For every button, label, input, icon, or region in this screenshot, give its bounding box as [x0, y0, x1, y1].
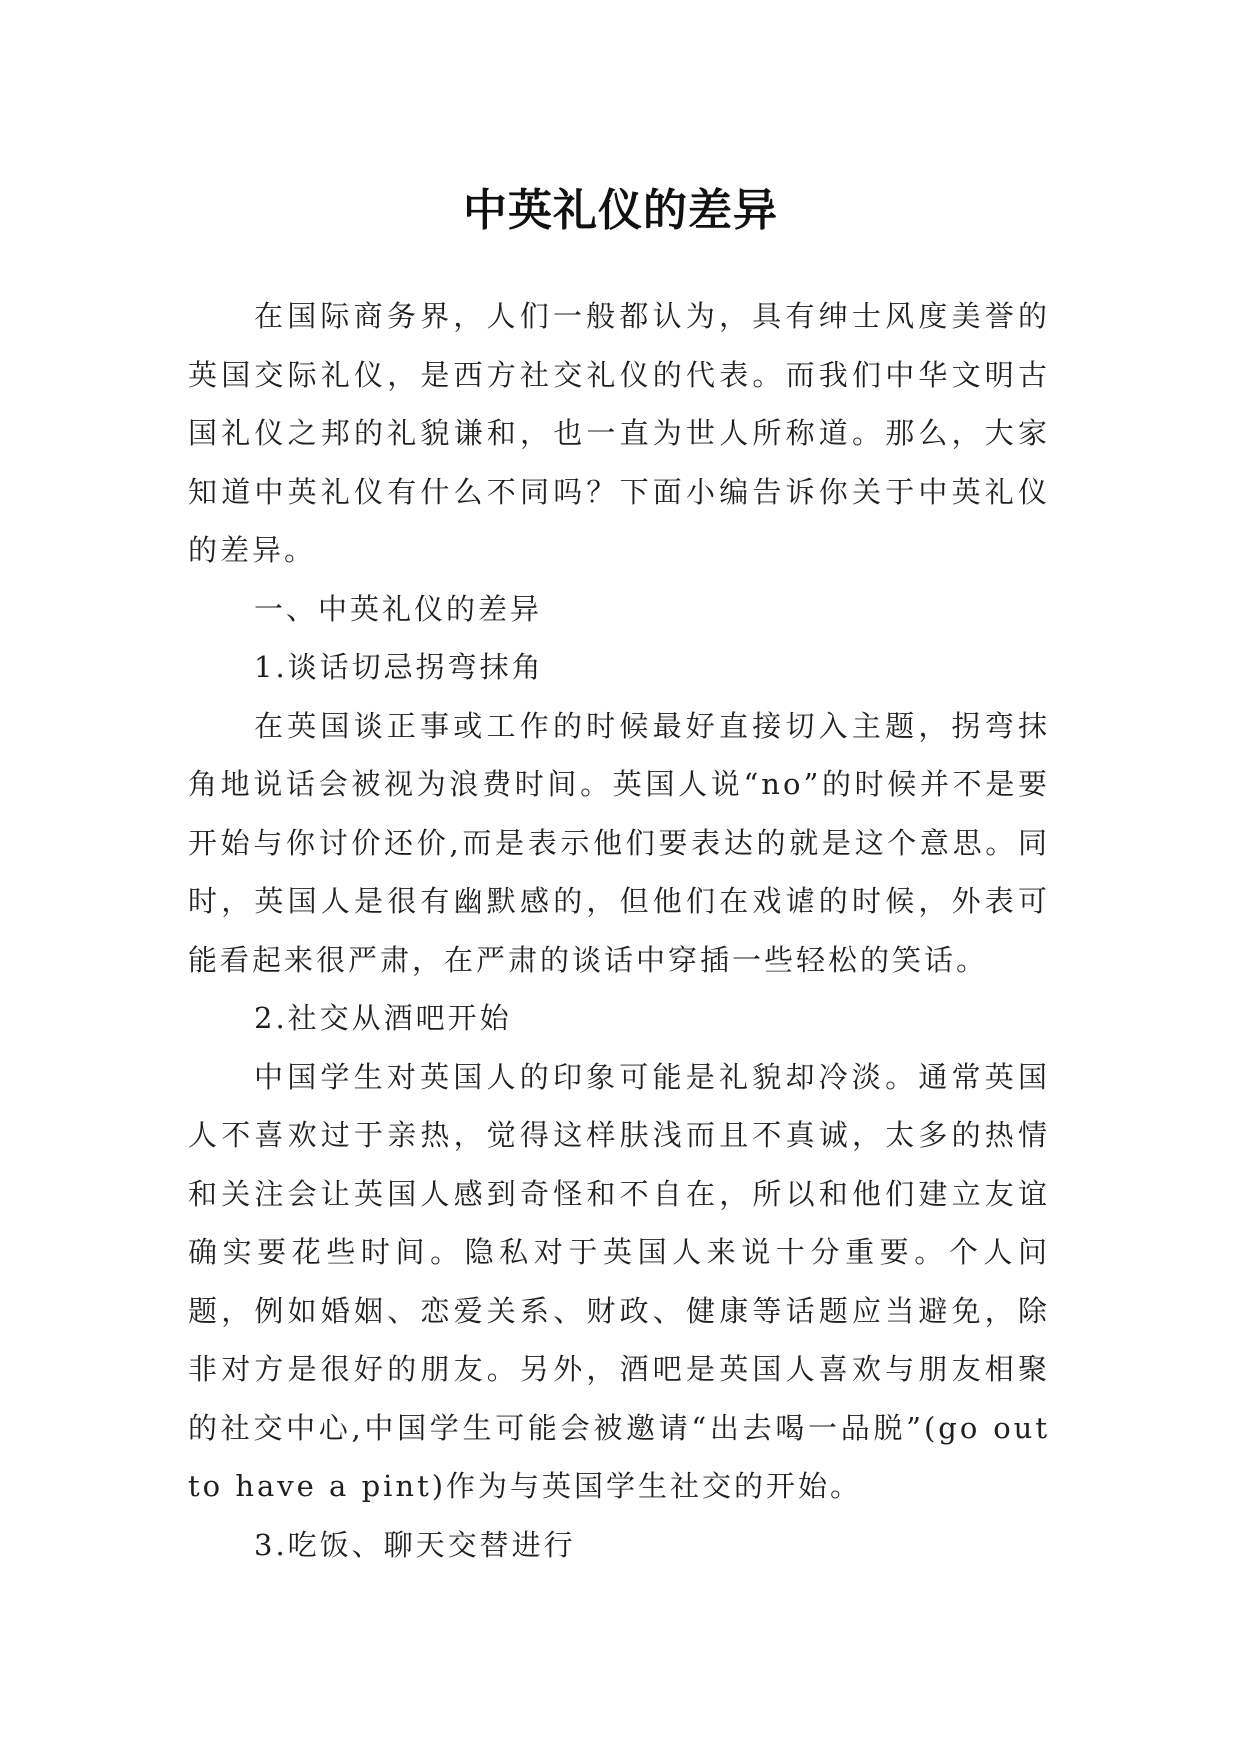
subsection-heading-2: 2.社交从酒吧开始	[254, 1001, 512, 1035]
section-heading: 一、中英礼仪的差异	[254, 591, 543, 626]
document-title: 中英礼仪的差异	[463, 185, 778, 237]
intro-paragraph: 在国际商务界，人们一般都认为，具有绅士风度美誉的英国交际礼仪，是西方社交礼仪的代表。而我们中华文明古国礼仪之邦的礼貌谦和，也一直为世人所称道。那么，大家知道中英礼仪有什么不同吗？下面小编告诉你关于中英礼仪的差异。	[188, 299, 1050, 567]
subsection-heading-3: 3.吃饭、聊天交替进行	[254, 1527, 576, 1562]
subsection-2-paragraph: 中国学生对英国人的印象可能是礼貌却冷淡。通常英国人不喜欢过于亲热，觉得这样肤浅而且不真诚，太多的热情和关注会让英国人感到奇怪和不自在，所以和他们建立友谊确实要花些时间。隐私对于英国人来说十分重要。个人问题，例如婚姻、恋爱关系、财政、健康等话题应当避免，除非对方是很好的朋友。另外，酒吧是英国人喜欢与朋友相聚的社交中心,中国学生可能会被邀请“出去喝一品脱”(go out to have a pint)作为与英国学生社交的开始。	[188, 1059, 1050, 1503]
subsection-heading-1: 1.谈话切忌拐弯抹角	[254, 650, 544, 684]
subsection-1-paragraph: 在英国谈正事或工作的时候最好直接切入主题，拐弯抹角地说话会被视为浪费时间。英国人说“no”的时候并不是要开始与你讨价还价,而是表示他们要表达的就是这个意思。同时，英国人是很有幽默感的，但他们在戏谑的时候，外表可能看起来很严肃，在严肃的谈话中穿插一些轻松的笑话。	[188, 708, 1050, 977]
document-body	[188, 287, 1050, 1574]
